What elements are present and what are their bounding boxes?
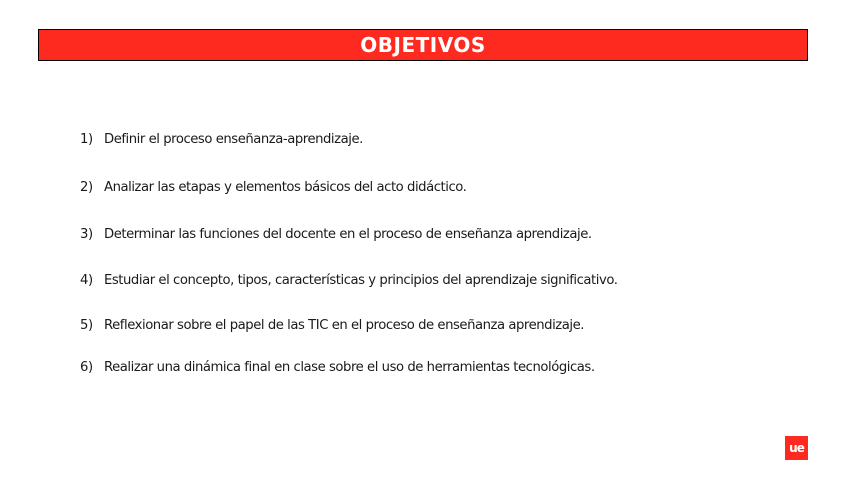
objective-number: 6) <box>80 359 93 375</box>
objective-text: Definir el proceso enseñanza-aprendizaje. <box>104 131 363 147</box>
logo-text: ue <box>789 441 804 455</box>
objective-item <box>80 129 363 149</box>
objective-item <box>80 270 617 290</box>
objective-text: Analizar las etapas y elementos básicos del acto didáctico. <box>104 179 467 195</box>
objective-text: Realizar una dinámica final en clase sobre el uso de herramientas tecnológicas. <box>104 359 595 375</box>
objective-item <box>80 224 592 244</box>
objective-number: 3) <box>80 226 93 242</box>
objective-text: Determinar las funciones del docente en el proceso de enseñanza aprendizaje. <box>104 226 592 242</box>
ue-logo <box>785 436 808 460</box>
objective-number: 2) <box>80 179 93 195</box>
objective-number: 5) <box>80 317 93 333</box>
objective-item <box>80 315 584 335</box>
objective-text: Reflexionar sobre el papel de las TIC en el proceso de enseñanza aprendizaje. <box>104 317 585 333</box>
objective-item <box>80 177 466 197</box>
objective-text: Estudiar el concepto, tipos, características y principios del aprendizaje significativo. <box>104 272 618 288</box>
objective-item <box>80 357 595 377</box>
objective-number: 4) <box>80 272 93 288</box>
slide-title: OBJETIVOS <box>360 33 486 57</box>
objective-number: 1) <box>80 131 93 147</box>
